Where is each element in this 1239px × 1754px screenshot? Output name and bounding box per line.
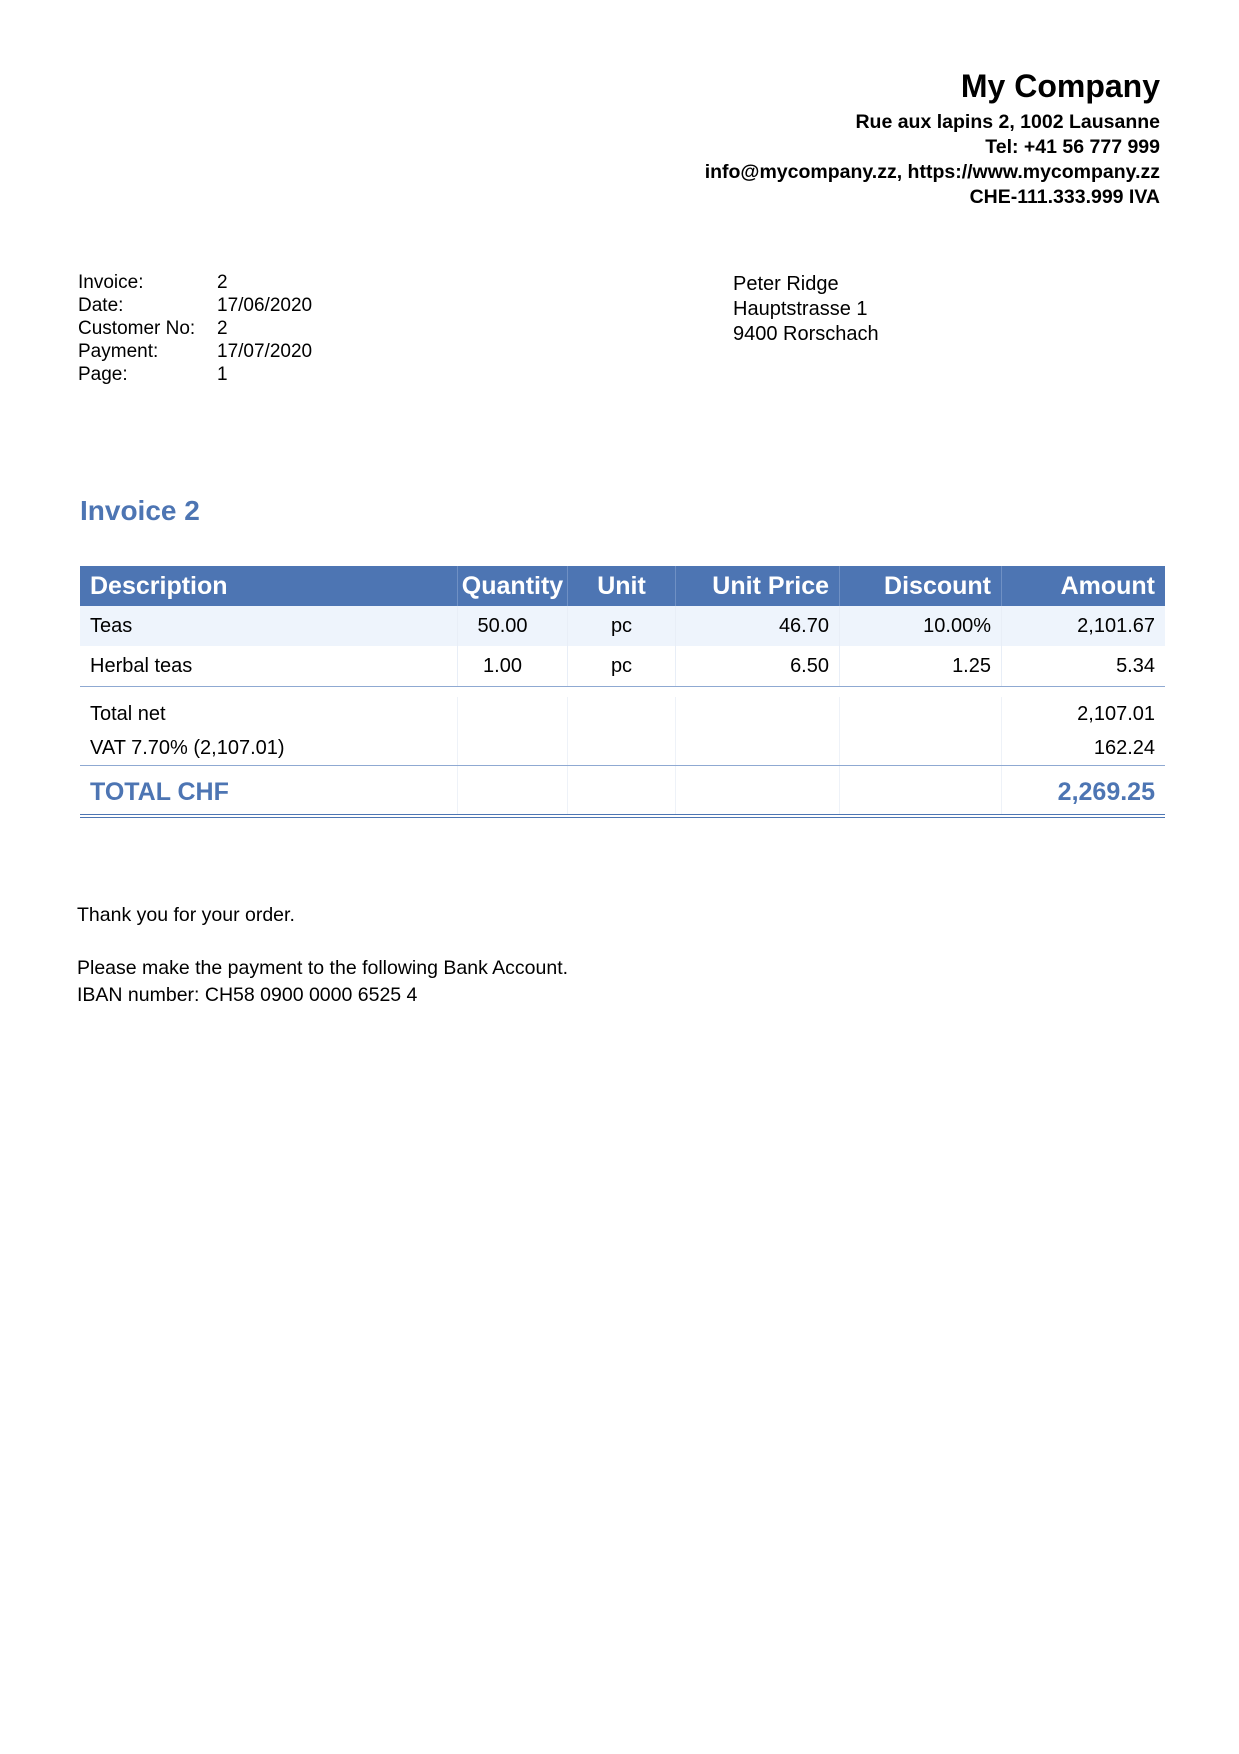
empty-cell bbox=[458, 697, 568, 731]
grand-total-value: 2,269.25 bbox=[1057, 778, 1155, 806]
info-label: Page: bbox=[78, 364, 128, 385]
empty-cell bbox=[840, 766, 1002, 814]
table-header bbox=[80, 566, 1165, 606]
company-tel: Tel: +41 56 777 999 bbox=[985, 136, 1160, 158]
company-header bbox=[705, 66, 1160, 210]
company-address: Rue aux lapins 2, 1002 Lausanne bbox=[855, 111, 1160, 133]
info-row-date bbox=[78, 294, 312, 317]
empty-cell bbox=[676, 766, 840, 814]
info-value: 1 bbox=[217, 364, 228, 385]
info-row-invoice bbox=[78, 271, 312, 294]
empty-cell bbox=[840, 731, 1002, 765]
info-value: 17/06/2020 bbox=[217, 295, 313, 316]
empty-cell bbox=[568, 731, 676, 765]
empty-cell bbox=[568, 697, 676, 731]
footer-gap bbox=[77, 929, 568, 955]
info-value: 2 bbox=[217, 272, 228, 293]
customer-city: 9400 Rorschach bbox=[733, 323, 879, 345]
grand-total-label: TOTAL CHF bbox=[80, 766, 458, 814]
table-spacer bbox=[80, 687, 1165, 697]
item-quantity: 50.00 bbox=[458, 606, 568, 646]
header-unit-price: Unit Price bbox=[676, 566, 840, 606]
empty-cell bbox=[458, 731, 568, 765]
thank-you-text: Thank you for your order. bbox=[77, 904, 295, 926]
header-quantity: Quantity bbox=[458, 566, 568, 606]
company-vat: CHE-111.333.999 IVA bbox=[969, 186, 1160, 208]
empty-cell bbox=[676, 731, 840, 765]
invoice-title: Invoice 2 bbox=[80, 495, 200, 526]
payment-note: Please make the payment to the following Bank Account. bbox=[77, 957, 569, 979]
header-discount: Discount bbox=[840, 566, 1002, 606]
items-table bbox=[80, 566, 1165, 818]
item-amount: 2,101.67 bbox=[1077, 615, 1155, 637]
item-unit: pc bbox=[568, 646, 676, 686]
item-amount: 5.34 bbox=[1116, 655, 1155, 677]
company-name: My Company bbox=[960, 68, 1160, 104]
header-description: Description bbox=[80, 566, 458, 606]
item-discount: 10.00% bbox=[840, 606, 1002, 646]
info-label: Customer No: bbox=[78, 318, 196, 339]
item-description: Teas bbox=[80, 606, 458, 646]
item-description: Herbal teas bbox=[80, 646, 458, 686]
info-label: Payment: bbox=[78, 341, 159, 362]
info-row-page bbox=[78, 363, 312, 386]
customer-street: Hauptstrasse 1 bbox=[733, 298, 868, 320]
customer-name: Peter Ridge bbox=[733, 273, 839, 295]
grand-total-row bbox=[80, 766, 1165, 818]
empty-cell bbox=[676, 697, 840, 731]
invoice-info bbox=[78, 271, 312, 386]
vat-row bbox=[80, 731, 1165, 766]
customer-address bbox=[733, 272, 879, 347]
info-row-customer-no bbox=[78, 317, 312, 340]
header-amount: Amount bbox=[1060, 572, 1155, 600]
total-net-row bbox=[80, 697, 1165, 731]
total-net-value: 2,107.01 bbox=[1077, 703, 1155, 725]
item-discount: 1.25 bbox=[840, 646, 1002, 686]
table-row bbox=[80, 646, 1165, 687]
empty-cell bbox=[458, 766, 568, 814]
iban-text: IBAN number: CH58 0900 0000 6525 4 bbox=[77, 984, 418, 1006]
company-web: info@mycompany.zz, https://www.mycompany.zz bbox=[704, 161, 1160, 183]
vat-value: 162.24 bbox=[1093, 737, 1155, 759]
total-net-label: Total net bbox=[80, 697, 458, 731]
footer-notes bbox=[77, 902, 568, 1009]
info-value: 2 bbox=[217, 318, 228, 339]
item-unit-price: 6.50 bbox=[676, 646, 840, 686]
info-row-payment bbox=[78, 340, 312, 363]
header-unit: Unit bbox=[568, 566, 676, 606]
item-quantity: 1.00 bbox=[458, 646, 568, 686]
item-unit: pc bbox=[568, 606, 676, 646]
item-unit-price: 46.70 bbox=[676, 606, 840, 646]
empty-cell bbox=[840, 697, 1002, 731]
info-label: Invoice: bbox=[78, 272, 144, 293]
info-value: 17/07/2020 bbox=[217, 341, 313, 362]
empty-cell bbox=[568, 766, 676, 814]
table-row bbox=[80, 606, 1165, 646]
info-label: Date: bbox=[78, 295, 124, 316]
vat-label: VAT 7.70% (2,107.01) bbox=[80, 731, 458, 765]
